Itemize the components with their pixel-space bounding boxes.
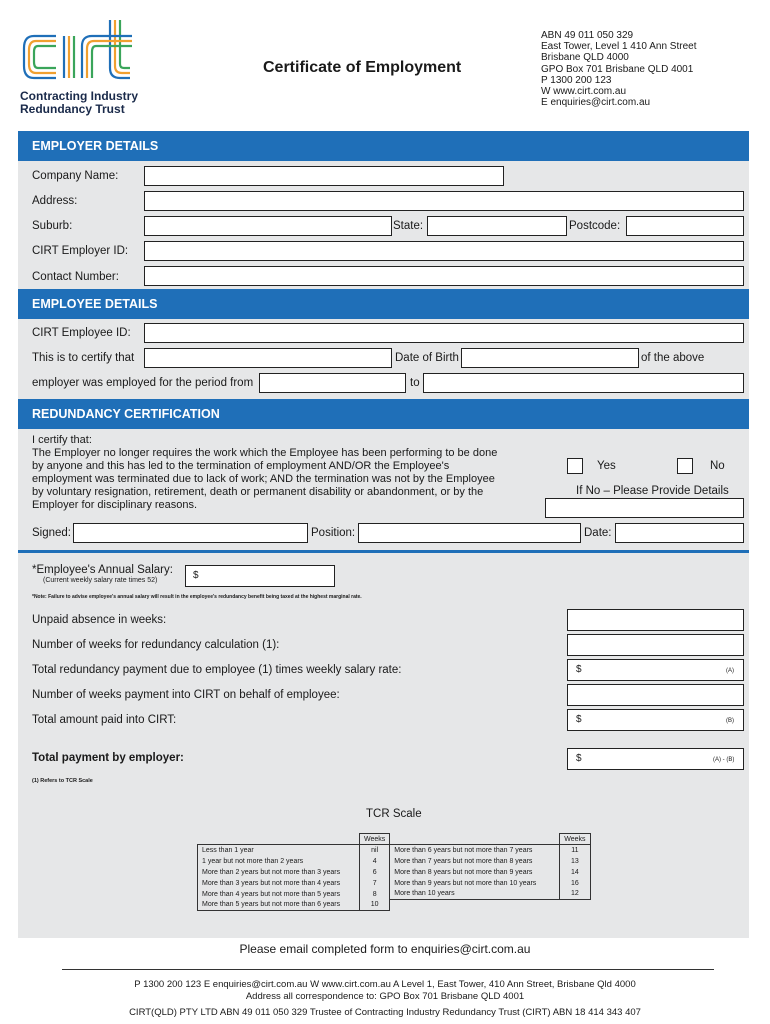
address-field[interactable] [144,191,744,211]
certification-text [32,434,497,512]
period-from-field[interactable] [259,373,406,393]
contact-number-field[interactable] [144,266,744,286]
table-row [198,845,591,856]
certification-line: employment was terminated due to lack of work; AND the termination was not by the Employee [32,473,495,485]
page-title: Certificate of Employment [263,59,462,76]
table-row [198,889,591,900]
weeks-cirt-label: Number of weeks payment into CIRT on behalf of employee: [32,689,340,701]
cirt-logo-mark [20,16,150,86]
tcr-weeks: 8 [360,889,390,900]
total-payment-label: Total payment by employer: [32,752,184,764]
footer-rule [62,969,714,970]
no-label: No [710,460,725,472]
tcr-period: More than 6 years but not more than 7 years [390,845,560,856]
total-redundancy-label: Total redundancy payment due to employee (1) times weekly salary rate: [32,664,402,676]
tcr-weeks: 4 [360,856,390,867]
no-details-field[interactable] [545,498,744,518]
suburb-label: Suburb: [32,220,73,232]
tcr-weeks: nil [360,845,390,856]
total-cirt-field[interactable] [567,709,744,731]
weeks-header: Weeks [360,834,390,845]
contact-line: P 1300 200 123 [541,74,612,86]
total-cirt-label: Total amount paid into CIRT: [32,714,177,726]
signed-field[interactable] [73,523,308,543]
contact-line: East Tower, Level 1 410 Ann Street [541,41,697,53]
tcr-period: More than 9 years but not more than 10 years [394,879,537,887]
contact-number-label: Contact Number: [32,271,119,283]
company-name-label: Company Name: [32,170,119,182]
position-field[interactable] [358,523,581,543]
unpaid-absence-field[interactable] [567,609,744,631]
contact-line: GPO Box 701 Brisbane QLD 4001 [541,63,694,75]
table-row [198,834,591,845]
tcr-period: More than 3 years but not more than 4 years [198,878,360,889]
tcr-weeks: 7 [360,878,390,889]
total-redundancy-dollar: $ [576,664,582,675]
contact-block [541,30,696,108]
signed-label: Signed: [32,527,72,539]
annual-salary-dollar: $ [193,570,199,581]
unpaid-absence-label: Unpaid absence in weeks: [32,614,167,626]
no-checkbox[interactable] [677,458,693,474]
total-cirt-dollar: $ [576,714,582,725]
redundancy-header: REDUNDANCY CERTIFICATION [18,399,749,429]
tcr-period: More than 8 years but not more than 9 years [394,868,533,876]
tcr-period: More than 10 years [390,889,560,900]
tcr-weeks: 14 [560,867,590,878]
annual-salary-sub: (Current weekly salary rate times 52) [43,577,158,584]
if-no-label: If No – Please Provide Details [576,485,729,497]
salary-note: *Note: Failure to advise employee's annual salary will result in the employee's redundancy benefit being taxed at the highest marginal rate. [32,594,362,600]
employer-id-label: CIRT Employer ID: [32,245,129,257]
tcr-weeks: 12 [560,889,590,900]
footer-line-1: P 1300 200 123 E enquiries@cirt.com.au W www.cirt.com.au A Level 1, East Tower, 410 Ann Street, Brisbane Qld 4000 [134,979,636,990]
annual-salary-label: *Employee's Annual Salary: [32,564,173,576]
postcode-field[interactable] [626,216,744,236]
employer-id-field[interactable] [144,241,744,261]
period-to-field[interactable] [423,373,744,393]
total-redundancy-field[interactable] [567,659,744,681]
suburb-field[interactable] [144,216,392,236]
contact-line: W www.cirt.com.au [541,86,627,98]
tcr-period: Less than 1 year [198,845,360,856]
date-field[interactable] [615,523,744,543]
state-field[interactable] [427,216,567,236]
total-payment-dollar: $ [576,753,582,764]
table-row [198,867,591,878]
logo-line-1: Contracting Industry [20,89,139,103]
email-note: Please email completed form to enquiries@cirt.com.au [239,942,531,956]
annual-salary-field[interactable] [185,565,335,587]
date-label: Date: [584,527,612,539]
period-label: employer was employed for the period from [32,377,254,389]
tcr-period: More than 2 years but not more than 3 years [198,867,360,878]
tag-ab: (A) - (B) [713,757,735,763]
contact-line: E enquiries@cirt.com.au [541,97,651,109]
dob-field[interactable] [461,348,639,368]
yes-checkbox[interactable] [567,458,583,474]
footer-line-2: Address all correspondence to: GPO Box 701 Brisbane QLD 4001 [245,991,525,1002]
footer-line-3: CIRT(QLD) PTY LTD ABN 49 011 050 329 Trustee of Contracting Industry Redundancy Trust (CIRT) ABN 18 414 343 407 [129,1007,641,1018]
certify-label: I certify that: [32,434,92,446]
certification-line: The Employer no longer requires the work which the Employee has been performing to be done [32,447,498,459]
contact-line: Brisbane QLD 4000 [541,52,629,64]
tcr-table [197,833,591,911]
tag-a: (A) [726,668,734,674]
table-row [198,878,591,889]
state-label: State: [393,220,424,232]
dob-label: Date of Birth [395,352,459,364]
yes-label: Yes [597,460,616,472]
address-label: Address: [32,195,78,207]
employee-id-field[interactable] [144,323,744,343]
tcr-period: More than 7 years but not more than 8 years [394,857,533,865]
employer-details-header: EMPLOYER DETAILS [18,131,749,161]
tcr-title: TCR Scale [366,808,422,820]
tcr-footnote: (1) Refers to TCR Scale [32,778,93,784]
employee-details-header: EMPLOYEE DETAILS [18,289,749,319]
weeks-calc-field[interactable] [567,634,744,656]
tcr-weeks: 16 [560,878,590,889]
tcr-weeks: 13 [560,856,590,867]
of-above-label: of the above [641,352,705,364]
table-row [198,856,591,867]
tcr-period: 1 year but not more than 2 years [198,856,360,867]
company-name-field[interactable] [144,166,504,186]
certification-line: by voluntary resignation, retirement, death or permanent disability or abandonment, or by the [32,486,484,498]
weeks-calc-label: Number of weeks for redundancy calculation (1): [32,639,280,651]
tcr-period: More than 5 years but not more than 6 years [198,900,360,911]
logo-line-2: Redundancy Trust [20,102,125,116]
employee-name-field[interactable] [144,348,392,368]
tcr-weeks: 11 [560,845,590,856]
contact-line: ABN 49 011 050 329 [541,30,634,41]
cirt-logo [20,16,150,116]
weeks-cirt-field[interactable] [567,684,744,706]
tcr-weeks: 10 [360,900,390,911]
tag-b: (B) [726,718,734,724]
weeks-header: Weeks [560,834,590,845]
tcr-weeks: 6 [360,867,390,878]
table-row [198,900,591,911]
position-label: Position: [311,527,356,539]
postcode-label: Postcode: [569,220,621,232]
period-to-label: to [410,377,420,389]
tcr-period: More than 4 years but not more than 5 years [198,889,360,900]
certify-that-label: This is to certify that [32,352,135,364]
employee-id-label: CIRT Employee ID: [32,327,131,339]
certification-line: by anyone and this has led to the termination of employment AND/OR the Employee's [32,460,450,472]
certification-line: Employer for disciplinary reasons. [32,499,198,511]
